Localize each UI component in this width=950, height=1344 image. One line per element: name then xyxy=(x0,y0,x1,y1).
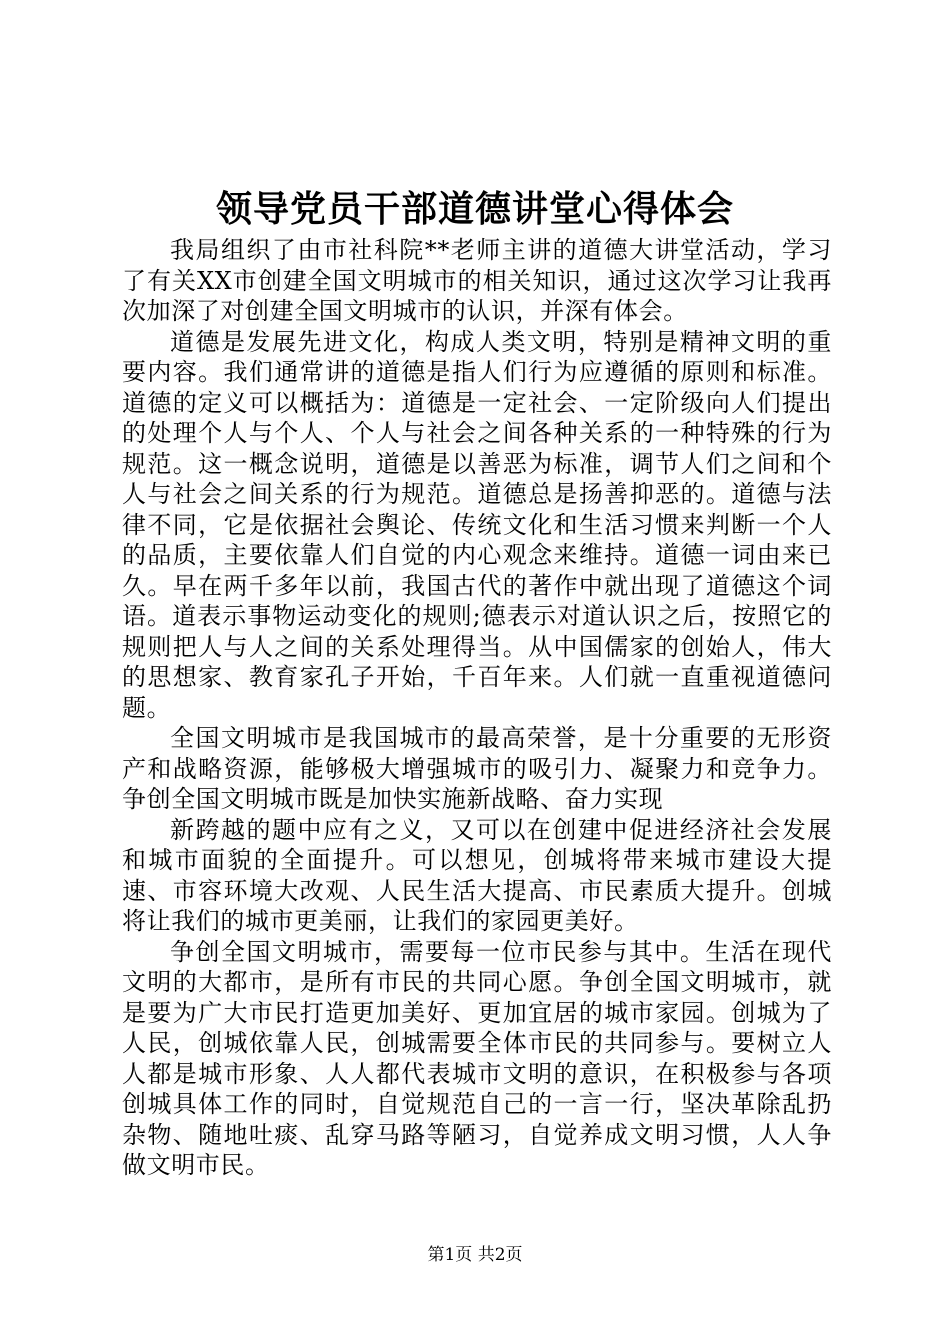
paragraph-4: 新跨越的题中应有之义，又可以在创建中促进经济社会发展和城市面貌的全面提升。可以想见，创城将带来城市建设大提速、市容环境大改观、人民生活大提高、市民素质大提升。创城将让我们的城市更美丽，让我们的家园更美好。 xyxy=(122,815,832,935)
page-footer: 第1页 共2页 xyxy=(427,1245,523,1265)
paragraph-5: 争创全国文明城市，需要每一位市民参与其中。生活在现代文明的大都市，是所有市民的共同心愿。争创全国文明城市，就是要为广大市民打造更加美好、更加宜居的城市家园。创城为了人民，创城依靠人民，创城需要全体市民的共同参与。要树立人人都是城市形象、人人都代表城市文明的意识，在积极参与各项创城具体工作的同时，自觉规范自己的一言一行，坚决革除乱扔杂物、随地吐痰、乱穿马路等陋习，自觉养成文明习惯，人人争做文明市民。 xyxy=(122,937,832,1179)
paragraph-3: 全国文明城市是我国城市的最高荣誉，是十分重要的无形资产和战略资源，能够极大增强城市的吸引力、凝聚力和竞争力。争创全国文明城市既是加快实施新战略、奋力实现 xyxy=(122,724,832,813)
document-title: 领导党员干部道德讲堂心得体会 xyxy=(215,188,734,230)
paragraph-2: 道德是发展先进文化，构成人类文明，特别是精神文明的重要内容。我们通常讲的道德是指人们行为应遵循的原则和标准。道德的定义可以概括为：道德是一定社会、一定阶级向人们提出的处理个人与个人、个人与社会之间各种关系的一种特殊的行为规范。这一概念说明，道德是以善恶为标准，调节人们之间和个人与社会之间关系的行为规范。道德总是扬善抑恶的。道德与法律不同，它是依据社会舆论、传统文化和生活习惯来判断一个人的品质，主要依靠人们自觉的内心观念来维持。道德一词由来已久。早在两千多年以前，我国古代的著作中就出现了道德这个词语。道表示事物运动变化的规则;德表示对道认识之后，按照它的规则把人与人之间的关系处理得当。从中国儒家的创始人，伟大的思想家、教育家孔子开始，千百年来。人们就一直重视道德问题。 xyxy=(122,327,832,722)
document-body xyxy=(122,235,832,1181)
paragraph-1: 我局组织了由市社科院**老师主讲的道德大讲堂活动，学习了有关XX市创建全国文明城市的相关知识，通过这次学习让我再次加深了对创建全国文明城市的认识，并深有体会。 xyxy=(122,236,832,325)
